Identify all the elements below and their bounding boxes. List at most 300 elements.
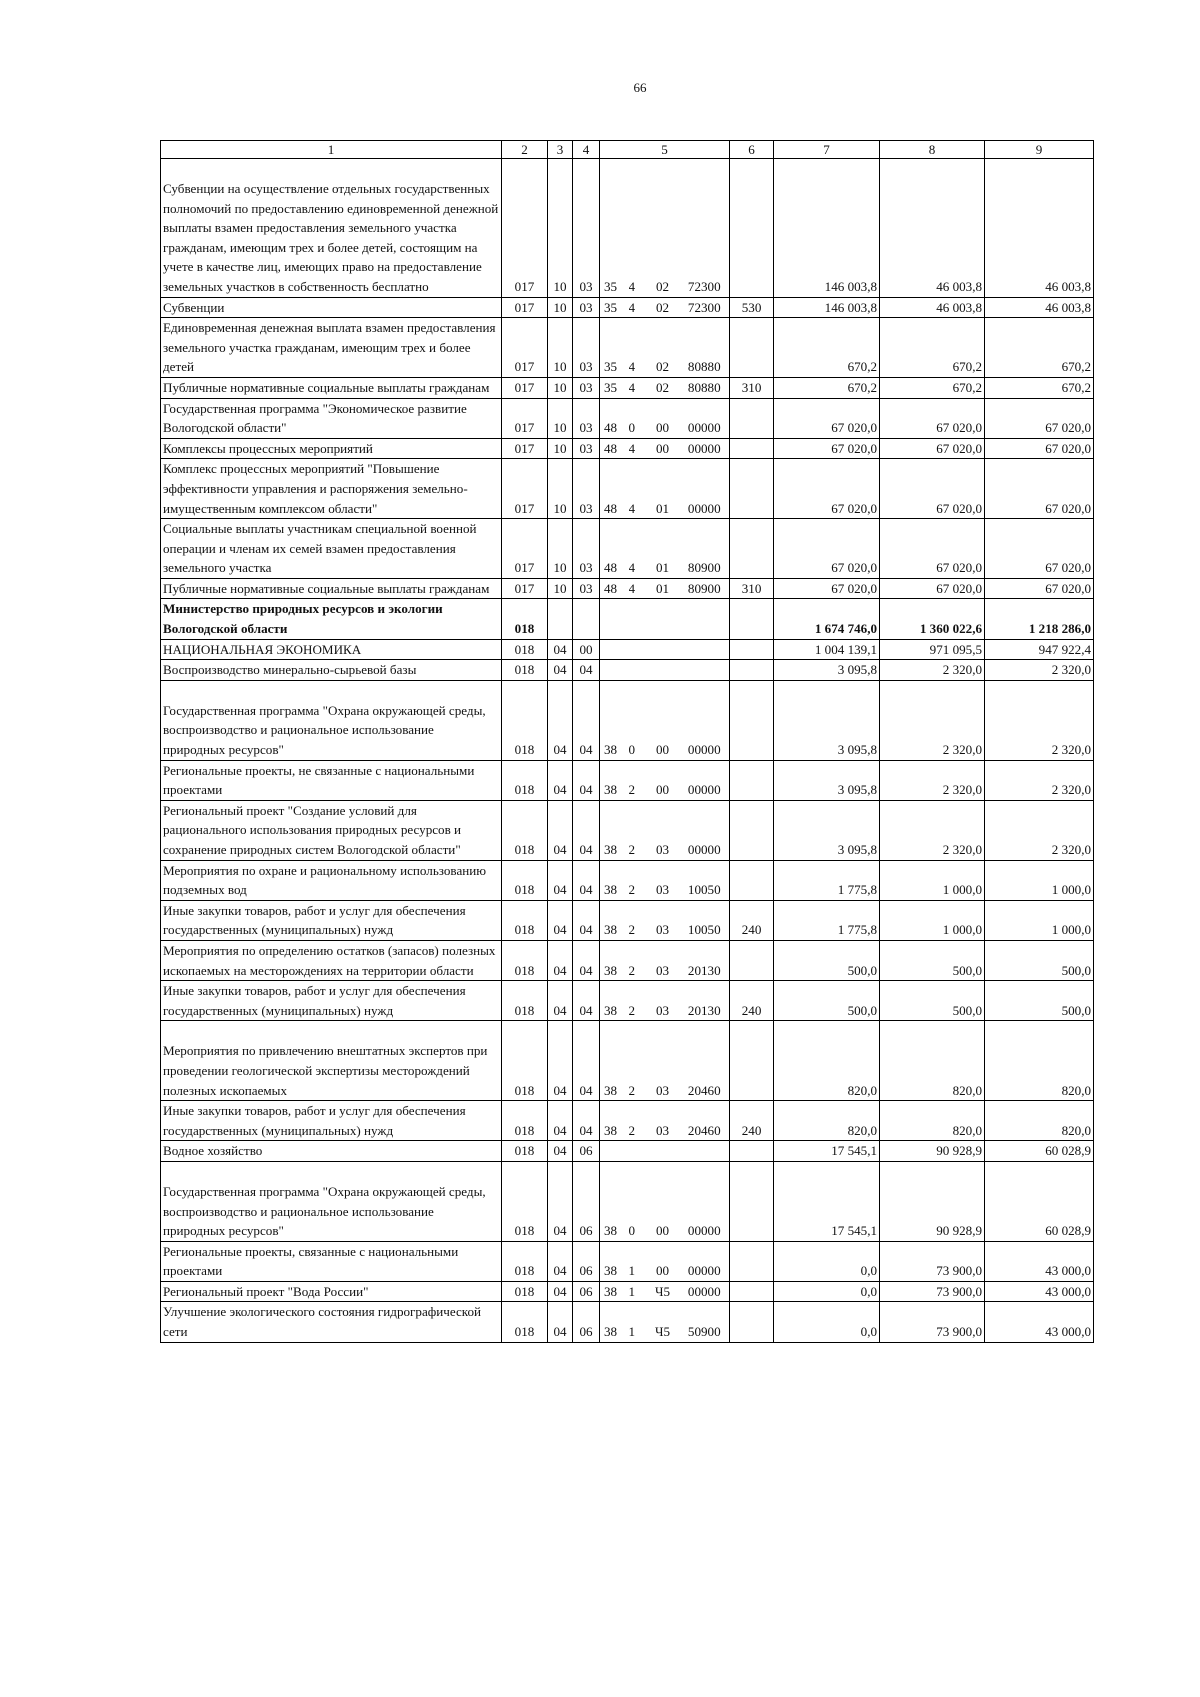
code-target-type: 4 (629, 578, 646, 599)
row-name: Региональный проект "Создание условий для рационального использования природных ресурсов и сохранение природных систем Вологодской области" (161, 800, 502, 860)
amount-year-1: 3 095,8 (774, 660, 880, 681)
code-target-type: 4 (629, 459, 646, 519)
code-target-type: 2 (629, 940, 646, 980)
code-target-event: 02 (646, 159, 680, 298)
row-name: Государственная программа "Экономическое развитие Вологодской области" (161, 398, 502, 438)
amount-year-2: 73 900,0 (880, 1281, 985, 1302)
code-section: 04 (548, 639, 573, 660)
amount-year-1: 670,2 (774, 318, 880, 378)
code-subsection: 04 (573, 660, 600, 681)
code-admin: 018 (502, 940, 548, 980)
code-target-event: 02 (646, 377, 680, 398)
code-subsection: 06 (573, 1141, 600, 1162)
code-target-event: 01 (646, 519, 680, 579)
table-row (161, 599, 1094, 639)
code-subsection: 04 (573, 1101, 600, 1141)
code-expense-type (730, 639, 774, 660)
amount-year-2: 67 020,0 (880, 438, 985, 459)
code-subsection: 04 (573, 860, 600, 900)
code-target-direction: 80900 (680, 578, 730, 599)
code-target-program: 35 (600, 159, 629, 298)
code-subsection: 04 (573, 940, 600, 980)
code-admin: 017 (502, 377, 548, 398)
code-target-type: 0 (629, 680, 646, 760)
amount-year-1: 0,0 (774, 1241, 880, 1281)
row-name: Публичные нормативные социальные выплаты гражданам (161, 377, 502, 398)
amount-year-2: 971 095,5 (880, 639, 985, 660)
header-cell: 9 (985, 141, 1094, 159)
code-target-type (629, 660, 646, 681)
table-row (161, 900, 1094, 940)
code-target-direction: 00000 (680, 438, 730, 459)
amount-year-2: 67 020,0 (880, 578, 985, 599)
row-name: НАЦИОНАЛЬНАЯ ЭКОНОМИКА (161, 639, 502, 660)
code-target-event: 00 (646, 438, 680, 459)
amount-year-1: 67 020,0 (774, 398, 880, 438)
code-target-direction: 00000 (680, 680, 730, 760)
amount-year-1: 146 003,8 (774, 297, 880, 318)
amount-year-3: 1 000,0 (985, 900, 1094, 940)
row-name: Воспроизводство минерально-сырьевой базы (161, 660, 502, 681)
code-target-direction (680, 1141, 730, 1162)
table-row (161, 578, 1094, 599)
code-subsection: 03 (573, 297, 600, 318)
code-section: 10 (548, 297, 573, 318)
code-expense-type (730, 760, 774, 800)
code-target-type: 4 (629, 297, 646, 318)
code-expense-type (730, 438, 774, 459)
code-subsection: 03 (573, 438, 600, 459)
code-admin: 018 (502, 981, 548, 1021)
code-expense-type (730, 860, 774, 900)
amount-year-1: 820,0 (774, 1021, 880, 1101)
table-row (161, 860, 1094, 900)
code-section: 04 (548, 1101, 573, 1141)
code-target-program (600, 639, 629, 660)
code-target-type: 2 (629, 981, 646, 1021)
amount-year-2: 670,2 (880, 318, 985, 378)
code-section: 10 (548, 159, 573, 298)
code-target-direction: 20460 (680, 1021, 730, 1101)
amount-year-2: 90 928,9 (880, 1141, 985, 1162)
code-target-direction: 20460 (680, 1101, 730, 1141)
budget-table (160, 140, 1094, 1343)
row-name: Мероприятия по привлечению внештатных экспертов при проведении геологической экспертизы месторождений полезных ископаемых (161, 1021, 502, 1101)
row-name: Улучшение экологического состояния гидрографической сети (161, 1302, 502, 1342)
code-subsection (573, 599, 600, 639)
code-target-program: 38 (600, 1161, 629, 1241)
amount-year-1: 1 674 746,0 (774, 599, 880, 639)
header-cell: 6 (730, 141, 774, 159)
amount-year-3: 1 000,0 (985, 860, 1094, 900)
code-target-direction: 80880 (680, 377, 730, 398)
code-admin: 017 (502, 519, 548, 579)
code-target-type: 2 (629, 760, 646, 800)
row-name: Министерство природных ресурсов и экологии Вологодской области (161, 599, 502, 639)
amount-year-1: 670,2 (774, 377, 880, 398)
code-target-type: 4 (629, 159, 646, 298)
code-expense-type: 310 (730, 377, 774, 398)
code-target-program: 38 (600, 1021, 629, 1101)
code-target-event: 00 (646, 680, 680, 760)
code-admin: 017 (502, 398, 548, 438)
code-expense-type (730, 1021, 774, 1101)
code-target-type: 0 (629, 1161, 646, 1241)
code-target-event (646, 660, 680, 681)
amount-year-3: 500,0 (985, 981, 1094, 1021)
code-target-event: 02 (646, 297, 680, 318)
code-target-program: 38 (600, 800, 629, 860)
code-expense-type (730, 459, 774, 519)
code-admin: 017 (502, 297, 548, 318)
code-target-event (646, 1141, 680, 1162)
code-target-direction: 00000 (680, 459, 730, 519)
table-row (161, 680, 1094, 760)
amount-year-2: 820,0 (880, 1101, 985, 1141)
code-section: 04 (548, 981, 573, 1021)
table-row (161, 297, 1094, 318)
amount-year-2: 1 360 022,6 (880, 599, 985, 639)
code-expense-type (730, 660, 774, 681)
code-target-event: 03 (646, 1021, 680, 1101)
code-target-event: 00 (646, 760, 680, 800)
code-target-type: 4 (629, 438, 646, 459)
code-target-event: Ч5 (646, 1281, 680, 1302)
code-target-type: 1 (629, 1241, 646, 1281)
code-target-direction (680, 660, 730, 681)
table-row (161, 1021, 1094, 1101)
table-row (161, 760, 1094, 800)
code-target-type: 4 (629, 377, 646, 398)
code-target-event: 03 (646, 940, 680, 980)
table-row (161, 1302, 1094, 1342)
amount-year-3: 67 020,0 (985, 519, 1094, 579)
row-name: Иные закупки товаров, работ и услуг для обеспечения государственных (муниципальных) нужд (161, 1101, 502, 1141)
code-target-direction: 10050 (680, 860, 730, 900)
code-admin: 018 (502, 860, 548, 900)
row-name: Государственная программа "Охрана окружающей среды, воспроизводство и рациональное использование природных ресурсов" (161, 680, 502, 760)
amount-year-3: 43 000,0 (985, 1241, 1094, 1281)
amount-year-1: 0,0 (774, 1302, 880, 1342)
code-section: 10 (548, 459, 573, 519)
code-target-type: 2 (629, 860, 646, 900)
code-target-direction: 00000 (680, 1241, 730, 1281)
code-subsection: 03 (573, 459, 600, 519)
amount-year-3: 2 320,0 (985, 800, 1094, 860)
header-cell: 8 (880, 141, 985, 159)
code-target-type: 0 (629, 398, 646, 438)
amount-year-1: 500,0 (774, 940, 880, 980)
table-row (161, 398, 1094, 438)
code-target-direction: 80880 (680, 318, 730, 378)
amount-year-2: 2 320,0 (880, 760, 985, 800)
code-target-event: 00 (646, 1161, 680, 1241)
code-target-type: 2 (629, 1021, 646, 1101)
code-expense-type (730, 800, 774, 860)
code-target-event: 03 (646, 1101, 680, 1141)
table-row (161, 438, 1094, 459)
code-admin: 018 (502, 760, 548, 800)
code-section (548, 599, 573, 639)
code-target-event (646, 599, 680, 639)
code-admin: 018 (502, 639, 548, 660)
code-target-program: 38 (600, 1241, 629, 1281)
code-section: 04 (548, 680, 573, 760)
code-target-direction: 00000 (680, 760, 730, 800)
amount-year-1: 17 545,1 (774, 1161, 880, 1241)
code-subsection: 03 (573, 159, 600, 298)
amount-year-3: 670,2 (985, 318, 1094, 378)
code-section: 04 (548, 1161, 573, 1241)
code-target-direction: 00000 (680, 1161, 730, 1241)
code-target-program (600, 660, 629, 681)
row-name: Региональные проекты, связанные с национальными проектами (161, 1241, 502, 1281)
amount-year-1: 1 004 139,1 (774, 639, 880, 660)
table-row (161, 660, 1094, 681)
row-name: Публичные нормативные социальные выплаты гражданам (161, 578, 502, 599)
code-expense-type (730, 159, 774, 298)
amount-year-3: 1 218 286,0 (985, 599, 1094, 639)
code-target-type: 2 (629, 900, 646, 940)
row-name: Мероприятия по охране и рациональному использованию подземных вод (161, 860, 502, 900)
code-admin: 018 (502, 900, 548, 940)
row-name: Комплекс процессных мероприятий "Повышение эффективности управления и распоряжения земельно-имущественным комплексом области" (161, 459, 502, 519)
header-cell: 3 (548, 141, 573, 159)
row-name: Мероприятия по определению остатков (запасов) полезных ископаемых на месторождениях на территории области (161, 940, 502, 980)
amount-year-2: 670,2 (880, 377, 985, 398)
amount-year-2: 67 020,0 (880, 519, 985, 579)
amount-year-3: 2 320,0 (985, 680, 1094, 760)
code-section: 04 (548, 1241, 573, 1281)
code-admin: 017 (502, 318, 548, 378)
code-section: 04 (548, 940, 573, 980)
table-row (161, 377, 1094, 398)
code-admin: 018 (502, 1241, 548, 1281)
code-expense-type: 240 (730, 981, 774, 1021)
amount-year-1: 146 003,8 (774, 159, 880, 298)
amount-year-2: 820,0 (880, 1021, 985, 1101)
amount-year-3: 67 020,0 (985, 578, 1094, 599)
code-subsection: 03 (573, 377, 600, 398)
row-name: Единовременная денежная выплата взамен предоставления земельного участка гражданам, имеющим трех и более детей (161, 318, 502, 378)
code-admin: 018 (502, 599, 548, 639)
amount-year-1: 1 775,8 (774, 860, 880, 900)
code-target-program: 48 (600, 438, 629, 459)
code-target-direction: 00000 (680, 1281, 730, 1302)
code-target-event: 02 (646, 318, 680, 378)
amount-year-2: 73 900,0 (880, 1241, 985, 1281)
code-subsection: 04 (573, 981, 600, 1021)
code-target-event: 00 (646, 1241, 680, 1281)
code-target-program: 48 (600, 398, 629, 438)
code-expense-type: 310 (730, 578, 774, 599)
code-section: 04 (548, 1021, 573, 1101)
amount-year-2: 1 000,0 (880, 860, 985, 900)
code-subsection: 03 (573, 578, 600, 599)
table-row (161, 459, 1094, 519)
amount-year-1: 3 095,8 (774, 680, 880, 760)
amount-year-3: 670,2 (985, 377, 1094, 398)
code-target-direction: 00000 (680, 800, 730, 860)
code-section: 10 (548, 438, 573, 459)
code-admin: 018 (502, 1281, 548, 1302)
amount-year-2: 2 320,0 (880, 800, 985, 860)
code-expense-type (730, 1161, 774, 1241)
code-target-program: 38 (600, 1302, 629, 1342)
amount-year-1: 67 020,0 (774, 438, 880, 459)
code-target-type (629, 639, 646, 660)
code-section: 10 (548, 398, 573, 438)
code-subsection: 03 (573, 519, 600, 579)
code-target-direction: 20130 (680, 981, 730, 1021)
code-target-direction: 50900 (680, 1302, 730, 1342)
row-name: Региональный проект "Вода России" (161, 1281, 502, 1302)
row-name: Иные закупки товаров, работ и услуг для обеспечения государственных (муниципальных) нужд (161, 900, 502, 940)
table-row (161, 1241, 1094, 1281)
code-expense-type (730, 318, 774, 378)
code-target-type: 4 (629, 318, 646, 378)
amount-year-3: 67 020,0 (985, 398, 1094, 438)
amount-year-1: 3 095,8 (774, 760, 880, 800)
code-subsection: 03 (573, 318, 600, 378)
amount-year-2: 1 000,0 (880, 900, 985, 940)
code-expense-type: 240 (730, 900, 774, 940)
amount-year-3: 2 320,0 (985, 660, 1094, 681)
code-subsection: 06 (573, 1241, 600, 1281)
amount-year-3: 60 028,9 (985, 1161, 1094, 1241)
code-section: 04 (548, 660, 573, 681)
code-expense-type (730, 1141, 774, 1162)
table-row (161, 519, 1094, 579)
code-target-program: 38 (600, 860, 629, 900)
amount-year-3: 947 922,4 (985, 639, 1094, 660)
code-target-direction (680, 599, 730, 639)
code-target-program: 38 (600, 1101, 629, 1141)
amount-year-3: 2 320,0 (985, 760, 1094, 800)
code-expense-type (730, 1241, 774, 1281)
code-target-event: Ч5 (646, 1302, 680, 1342)
row-name: Комплексы процессных мероприятий (161, 438, 502, 459)
amount-year-3: 820,0 (985, 1021, 1094, 1101)
header-row (161, 141, 1094, 159)
code-target-type: 1 (629, 1281, 646, 1302)
code-target-event (646, 639, 680, 660)
code-section: 10 (548, 519, 573, 579)
code-section: 10 (548, 377, 573, 398)
code-target-type: 4 (629, 519, 646, 579)
amount-year-2: 73 900,0 (880, 1302, 985, 1342)
code-section: 04 (548, 1281, 573, 1302)
amount-year-2: 46 003,8 (880, 159, 985, 298)
code-admin: 018 (502, 1101, 548, 1141)
code-target-direction: 72300 (680, 297, 730, 318)
amount-year-2: 90 928,9 (880, 1161, 985, 1241)
table-row (161, 1101, 1094, 1141)
row-name: Иные закупки товаров, работ и услуг для обеспечения государственных (муниципальных) нужд (161, 981, 502, 1021)
code-admin: 018 (502, 1161, 548, 1241)
code-subsection: 04 (573, 900, 600, 940)
code-target-type: 2 (629, 1101, 646, 1141)
code-subsection: 04 (573, 1021, 600, 1101)
amount-year-3: 43 000,0 (985, 1281, 1094, 1302)
code-target-event: 03 (646, 800, 680, 860)
code-subsection: 04 (573, 800, 600, 860)
amount-year-3: 500,0 (985, 940, 1094, 980)
amount-year-3: 43 000,0 (985, 1302, 1094, 1342)
code-target-direction: 00000 (680, 398, 730, 438)
code-expense-type (730, 599, 774, 639)
code-section: 04 (548, 1302, 573, 1342)
amount-year-1: 67 020,0 (774, 459, 880, 519)
amount-year-1: 3 095,8 (774, 800, 880, 860)
code-admin: 018 (502, 800, 548, 860)
table-row (161, 981, 1094, 1021)
code-admin: 017 (502, 159, 548, 298)
code-admin: 017 (502, 438, 548, 459)
code-target-program (600, 1141, 629, 1162)
code-target-program: 38 (600, 940, 629, 980)
header-cell: 7 (774, 141, 880, 159)
code-expense-type: 240 (730, 1101, 774, 1141)
row-name: Водное хозяйство (161, 1141, 502, 1162)
page-number: 66 (633, 80, 647, 95)
code-target-program: 48 (600, 519, 629, 579)
code-target-type: 1 (629, 1302, 646, 1342)
code-section: 04 (548, 900, 573, 940)
header-cell: 2 (502, 141, 548, 159)
code-admin: 018 (502, 1302, 548, 1342)
code-section: 10 (548, 318, 573, 378)
code-expense-type: 530 (730, 297, 774, 318)
amount-year-1: 17 545,1 (774, 1141, 880, 1162)
code-admin: 018 (502, 660, 548, 681)
table-row (161, 940, 1094, 980)
code-subsection: 06 (573, 1161, 600, 1241)
amount-year-3: 46 003,8 (985, 297, 1094, 318)
row-name: Государственная программа "Охрана окружающей среды, воспроизводство и рациональное использование природных ресурсов" (161, 1161, 502, 1241)
code-target-program: 48 (600, 459, 629, 519)
table-row (161, 639, 1094, 660)
code-target-program: 35 (600, 377, 629, 398)
code-subsection: 06 (573, 1281, 600, 1302)
amount-year-3: 60 028,9 (985, 1141, 1094, 1162)
table-row (161, 159, 1094, 298)
code-admin: 017 (502, 459, 548, 519)
code-expense-type (730, 519, 774, 579)
code-expense-type (730, 1281, 774, 1302)
table-row (161, 1141, 1094, 1162)
amount-year-3: 46 003,8 (985, 159, 1094, 298)
code-target-event: 03 (646, 900, 680, 940)
code-target-program: 38 (600, 900, 629, 940)
code-subsection: 04 (573, 760, 600, 800)
code-admin: 018 (502, 1141, 548, 1162)
code-target-program: 38 (600, 760, 629, 800)
amount-year-2: 2 320,0 (880, 660, 985, 681)
code-target-type (629, 1141, 646, 1162)
amount-year-1: 0,0 (774, 1281, 880, 1302)
amount-year-2: 46 003,8 (880, 297, 985, 318)
amount-year-2: 67 020,0 (880, 398, 985, 438)
amount-year-1: 820,0 (774, 1101, 880, 1141)
amount-year-3: 820,0 (985, 1101, 1094, 1141)
header-cell: 5 (600, 141, 730, 159)
code-expense-type (730, 398, 774, 438)
amount-year-2: 500,0 (880, 981, 985, 1021)
table-row (161, 1161, 1094, 1241)
code-admin: 017 (502, 578, 548, 599)
code-target-program: 38 (600, 680, 629, 760)
